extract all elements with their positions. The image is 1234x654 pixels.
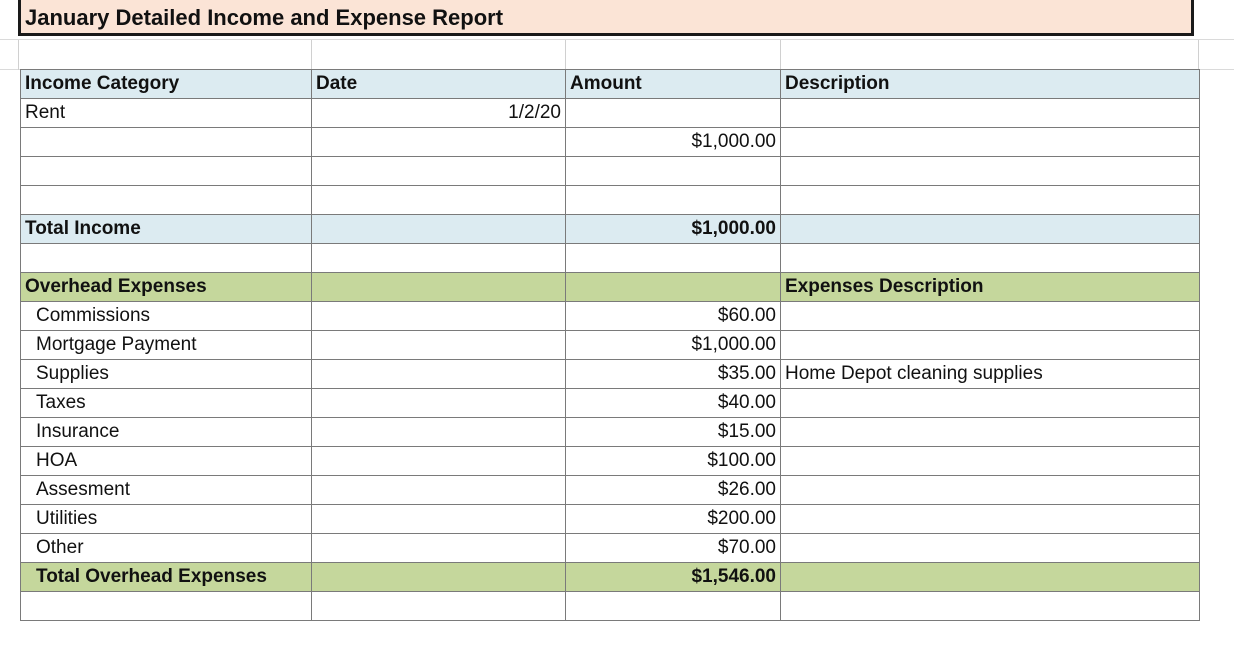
total-expenses-date-cell[interactable] [312,563,566,592]
expense-amount-cell[interactable]: $60.00 [566,302,781,331]
income-row [21,128,1200,157]
expense-amount-cell[interactable]: $15.00 [566,418,781,447]
income-amount-cell[interactable] [566,99,781,128]
column-divider [1198,40,1199,70]
total-expenses-row [21,563,1200,592]
empty-cell[interactable] [21,592,312,621]
report-title[interactable]: January Detailed Income and Expense Report [18,0,1194,36]
header-date[interactable]: Date [312,70,566,99]
expense-date-cell[interactable] [312,447,566,476]
expense-header-empty[interactable] [312,273,566,302]
header-overhead-expenses[interactable]: Overhead Expenses [21,273,312,302]
column-divider [311,40,312,70]
expense-date-cell[interactable] [312,302,566,331]
expense-date-cell[interactable] [312,534,566,563]
expense-row [21,447,1200,476]
expense-amount-cell[interactable]: $100.00 [566,447,781,476]
income-description-cell[interactable] [781,99,1200,128]
header-income-category[interactable]: Income Category [21,70,312,99]
income-amount-cell[interactable] [566,186,781,215]
income-amount-cell[interactable] [566,157,781,186]
expense-category-cell[interactable]: Other [21,534,312,563]
income-date-cell[interactable] [312,128,566,157]
expense-category-cell[interactable]: Utilities [21,505,312,534]
income-row [21,157,1200,186]
total-income-label[interactable]: Total Income [21,215,312,244]
expense-row [21,534,1200,563]
income-description-cell[interactable] [781,186,1200,215]
expense-category-cell[interactable]: Insurance [21,418,312,447]
expense-date-cell[interactable] [312,505,566,534]
expense-description-cell[interactable] [781,418,1200,447]
expense-category-cell[interactable]: HOA [21,447,312,476]
header-expenses-description[interactable]: Expenses Description [781,273,1200,302]
spacer-row [21,244,1200,273]
expense-category-cell[interactable]: Mortgage Payment [21,331,312,360]
expense-description-cell[interactable] [781,447,1200,476]
header-amount[interactable]: Amount [566,70,781,99]
expense-header-row [21,273,1200,302]
expense-description-cell[interactable] [781,331,1200,360]
expense-description-cell[interactable]: Home Depot cleaning supplies [781,360,1200,389]
expense-row [21,476,1200,505]
income-date-cell[interactable]: 1/2/20 [312,99,566,128]
total-expenses-description-cell[interactable] [781,563,1200,592]
expense-category-cell[interactable]: Commissions [21,302,312,331]
expense-header-empty[interactable] [566,273,781,302]
empty-cell[interactable] [566,592,781,621]
total-income-date-cell[interactable] [312,215,566,244]
expense-category-cell[interactable]: Supplies [21,360,312,389]
empty-cell[interactable] [312,244,566,273]
expense-date-cell[interactable] [312,389,566,418]
income-header-row [21,70,1200,99]
income-date-cell[interactable] [312,186,566,215]
income-description-cell[interactable] [781,157,1200,186]
income-category-cell[interactable] [21,128,312,157]
expense-row [21,418,1200,447]
empty-cell[interactable] [566,244,781,273]
expense-category-cell[interactable]: Assesment [21,476,312,505]
income-category-cell[interactable] [21,157,312,186]
total-income-row [21,215,1200,244]
income-row [21,186,1200,215]
total-expenses-amount[interactable]: $1,546.00 [566,563,781,592]
expense-amount-cell[interactable]: $35.00 [566,360,781,389]
report-table [20,69,1200,621]
expense-row [21,389,1200,418]
total-income-description-cell[interactable] [781,215,1200,244]
expense-date-cell[interactable] [312,331,566,360]
income-amount-cell[interactable]: $1,000.00 [566,128,781,157]
expense-date-cell[interactable] [312,476,566,505]
expense-row [21,505,1200,534]
expense-description-cell[interactable] [781,302,1200,331]
income-category-cell[interactable] [21,186,312,215]
expense-date-cell[interactable] [312,418,566,447]
expense-category-cell[interactable]: Taxes [21,389,312,418]
column-divider [18,40,19,70]
income-date-cell[interactable] [312,157,566,186]
income-category-cell[interactable]: Rent [21,99,312,128]
expense-row [21,302,1200,331]
expense-amount-cell[interactable]: $200.00 [566,505,781,534]
expense-description-cell[interactable] [781,534,1200,563]
expense-amount-cell[interactable]: $40.00 [566,389,781,418]
expense-amount-cell[interactable]: $1,000.00 [566,331,781,360]
empty-cell[interactable] [21,244,312,273]
expense-amount-cell[interactable]: $70.00 [566,534,781,563]
expense-date-cell[interactable] [312,360,566,389]
column-divider [565,40,566,70]
expense-description-cell[interactable] [781,505,1200,534]
empty-cell[interactable] [781,244,1200,273]
header-description[interactable]: Description [781,70,1200,99]
empty-cell[interactable] [312,592,566,621]
total-income-amount[interactable]: $1,000.00 [566,215,781,244]
expense-row [21,360,1200,389]
expense-description-cell[interactable] [781,476,1200,505]
income-description-cell[interactable] [781,128,1200,157]
gridline [0,39,1234,40]
total-expenses-label[interactable]: Total Overhead Expenses [21,563,312,592]
column-divider [780,40,781,70]
income-row [21,99,1200,128]
trailing-row [21,592,1200,621]
expense-description-cell[interactable] [781,389,1200,418]
expense-row [21,331,1200,360]
expense-amount-cell[interactable]: $26.00 [566,476,781,505]
empty-cell[interactable] [781,592,1200,621]
